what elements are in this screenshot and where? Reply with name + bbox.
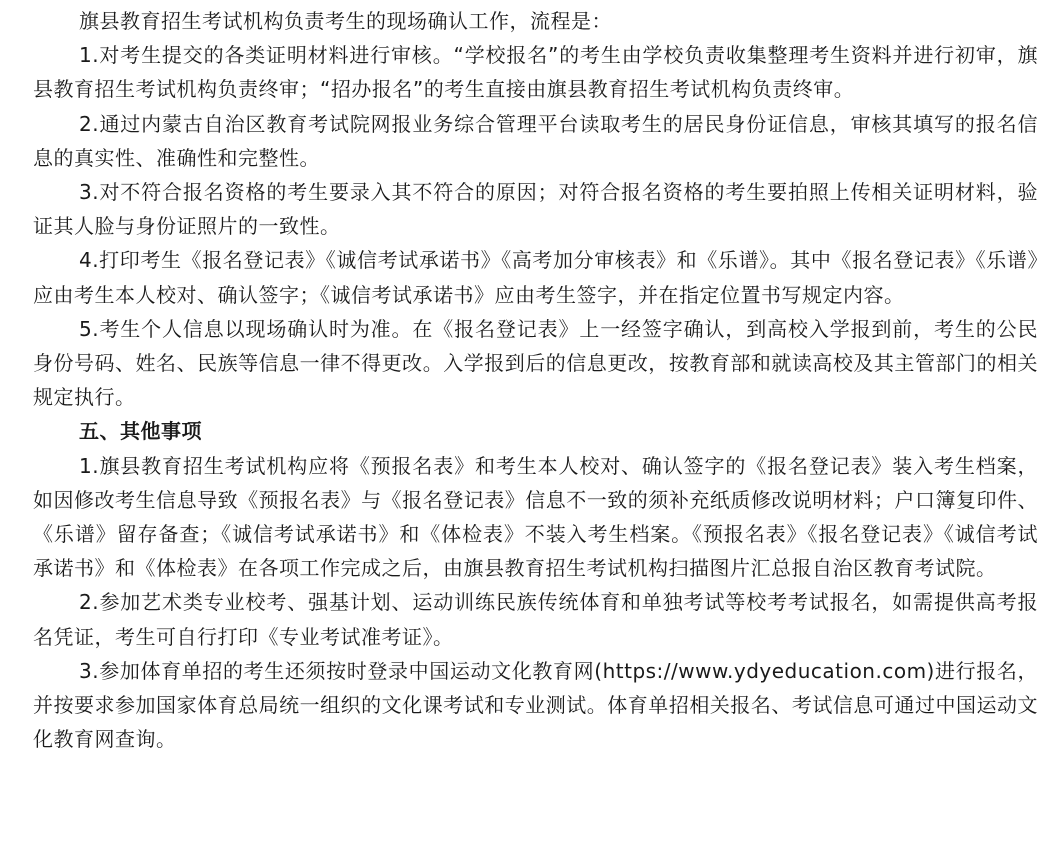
procedure-item-2: 2.通过内蒙古自治区教育考试院网报业务综合管理平台读取考生的居民身份证信息，审核其填写的报名信息的真实性、准确性和完整性。 [33,111,1038,170]
other-item-2: 2.参加艺术类专业校考、强基计划、运动训练民族传统体育和单独考试等校考考试报名，如需提供高考报名凭证，考生可自行打印《专业考试准考证》。 [33,590,1038,649]
procedure-item-5: 5.考生个人信息以现场确认时为准。在《报名登记表》上一经签字确认，到高校入学报到前，考生的公民身份号码、姓名、民族等信息一律不得更改。入学报到后的信息更改，按教育部和就读高校及其主管部门的相关规定执行。 [33,316,1038,410]
section-heading: 五、其他事项 [79,419,202,444]
other-item-1: 1.旗县教育招生考试机构应将《预报名表》和考生本人校对、确认签字的《报名登记表》装入考生档案，如因修改考生信息导致《预报名表》与《报名登记表》信息不一致的须补充纸质修改说明材料；户口簿复印件、《乐谱》留存备查；《诚信考试承诺书》和《体检表》不装入考生档案。《预报名表》《报名登记表》《诚信考试承诺书》和《体检表》在各项工作完成之后，由旗县教育招生考试机构扫描图片汇总报自治区教育考试院。 [33,453,1038,581]
other-item-3: 3.参加体育单招的考生还须按时登录中国运动文化教育网(https://www.ydyeducation.com)进行报名，并按要求参加国家体育总局统一组织的文化课考试和专业测试。体育单招相关报名、考试信息可通过中国运动文化教育网查询。 [33,658,1038,752]
procedure-item-1: 1.对考生提交的各类证明材料进行审核。“学校报名”的考生由学校负责收集整理考生资料并进行初审，旗县教育招生考试机构负责终审；“招办报名”的考生直接由旗县教育招生考试机构负责终审。 [33,43,1038,102]
procedure-item-3: 3.对不符合报名资格的考生要录入其不符合的原因；对符合报名资格的考生要拍照上传相关证明材料，验证其人脸与身份证照片的一致性。 [33,180,1038,239]
procedure-item-4: 4.打印考生《报名登记表》《诚信考试承诺书》《高考加分审核表》和《乐谱》。其中《报名登记表》《乐谱》应由考生本人校对、确认签字；《诚信考试承诺书》应由考生签字，并在指定位置书写规定内容。 [33,248,1038,307]
intro-paragraph: 旗县教育招生考试机构负责考生的现场确认工作，流程是： [79,9,612,33]
